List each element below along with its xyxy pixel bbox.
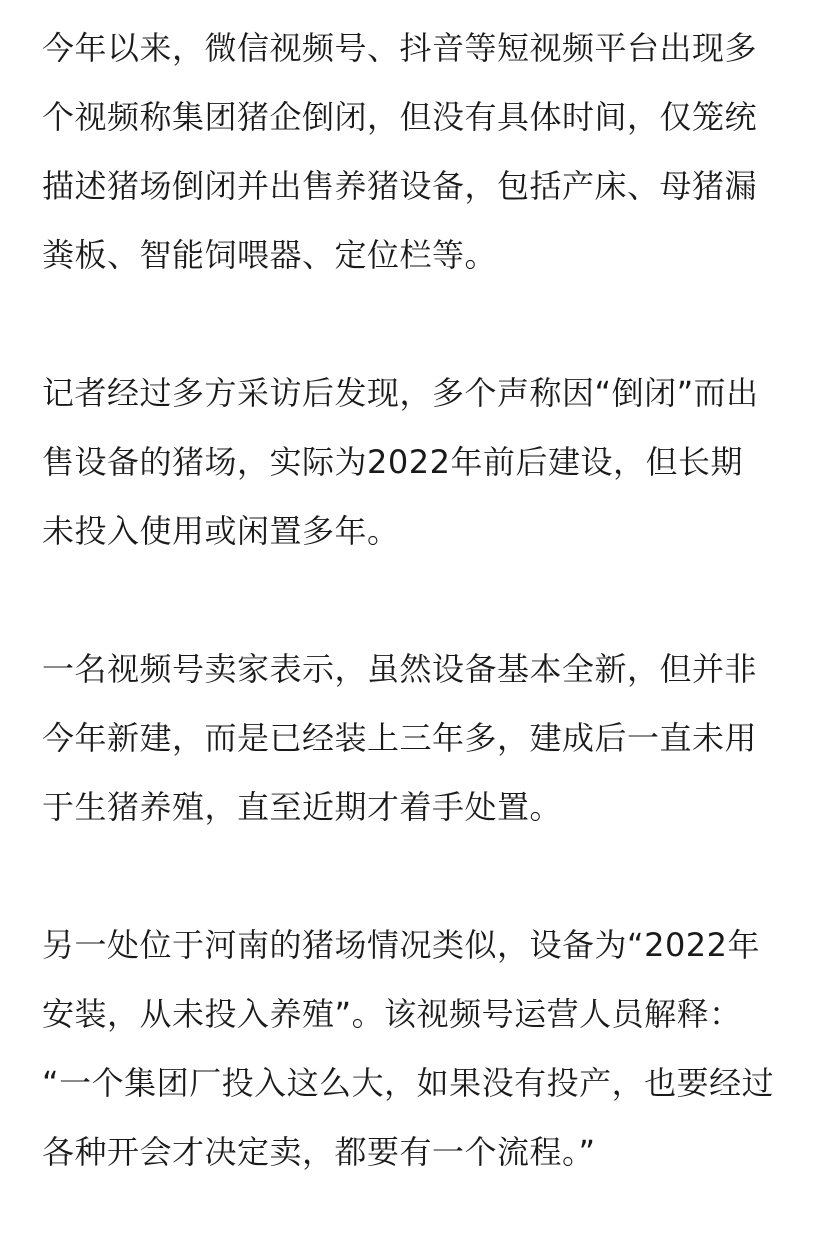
text-line: 未投入使用或闲置多年。 — [42, 512, 400, 550]
text-line: 于生猪养殖，直至近期才着手处置。 — [42, 788, 563, 826]
text-line: 今年新建，而是已经装上三年多，建成后一直未用 — [42, 719, 758, 757]
paragraph-gap — [42, 290, 790, 359]
text-line: “一个集团厂投入这么大，如果没有投产，也要经过 — [42, 1064, 775, 1102]
text-line: 另一处位于河南的猪场情况类似，设备为“2022年 — [42, 926, 761, 964]
paragraph-4 — [42, 911, 790, 1187]
text-line: 个视频称集团猪企倒闭，但没有具体时间，仅笼统 — [42, 98, 758, 136]
paragraph-gap — [42, 842, 790, 911]
text-line: 记者经过多方采访后发现，多个声称因“倒闭”而出 — [42, 374, 759, 412]
text-line: 一名视频号卖家表示，虽然设备基本全新，但并非 — [42, 650, 758, 688]
text-line: 粪板、智能饲喂器、定位栏等。 — [42, 236, 498, 274]
paragraph-3 — [42, 635, 790, 842]
text-line: 描述猪场倒闭并出售养猪设备，包括产床、母猪漏 — [42, 167, 758, 205]
text-line: 安装，从未投入养殖”。该视频号运营人员解释： — [42, 995, 742, 1033]
text-line: 各种开会才决定卖，都要有一个流程。” — [42, 1133, 596, 1171]
text-line: 售设备的猪场，实际为2022年前后建设，但长期 — [42, 443, 743, 481]
paragraph-1 — [42, 14, 790, 290]
paragraph-gap — [42, 566, 790, 635]
text-line: 今年以来，微信视频号、抖音等短视频平台出现多 — [42, 29, 758, 67]
article-body — [42, 14, 790, 1187]
paragraph-2 — [42, 359, 790, 566]
